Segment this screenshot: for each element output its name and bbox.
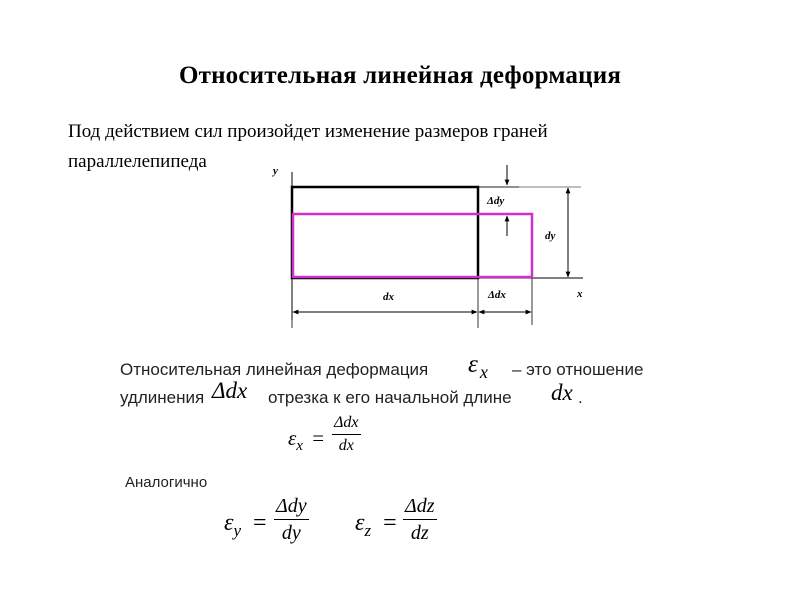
formula-y-lhs [224, 510, 267, 540]
delta-dy-label: Δdy [487, 195, 505, 207]
formula-z-denominator: dz [410, 522, 429, 544]
formula-z-bar [403, 519, 437, 520]
definition-text-3: удлинения [120, 388, 205, 407]
length-expr: dx [551, 380, 573, 405]
dy-label: dy [545, 230, 556, 242]
formula-y-denominator: dy [281, 522, 301, 544]
formula-x-denominator: dx [338, 437, 354, 454]
dx-label: dx [383, 291, 394, 303]
definition-period: . [578, 388, 583, 407]
formula-z-sub: z [364, 521, 372, 540]
formula-z-numerator: Δdz [405, 495, 435, 517]
original-element [292, 187, 478, 278]
intro-line-2: параллелепипеда [68, 151, 207, 172]
formula-x-sub: x [296, 438, 303, 454]
epsilon-subscript: x [479, 362, 488, 382]
formula-x-fraction [332, 415, 361, 454]
formula-y-bar [274, 519, 309, 520]
deformation-diagram [255, 150, 595, 340]
formula-z-eq: = [383, 510, 397, 536]
formula-y-sub: y [233, 521, 242, 540]
definition-text-1: Относительная линейная деформация [120, 360, 429, 379]
formula-z-lhs [355, 510, 397, 540]
delta-dx-label: Δdx [488, 289, 506, 301]
formula-x-bar [332, 434, 361, 435]
formula-x-numerator: Δdx [334, 414, 359, 431]
definition-symbol [468, 351, 488, 382]
slide-title: Относительная линейная деформация [178, 62, 622, 89]
intro-line-1: Под действием сил произойдет изменение размеров граней [68, 121, 548, 142]
formula-x-eq: = [312, 426, 325, 450]
definition-text-4: отрезка к его начальной длине [268, 388, 512, 407]
formula-z-epsilon: ε [355, 510, 365, 536]
formula-x-epsilon: ε [288, 426, 297, 450]
formula-x-lhs [288, 426, 325, 454]
analog-label: Аналогично [125, 474, 208, 491]
formula-z-fraction [403, 496, 437, 543]
formula-y-numerator: Δdy [276, 495, 307, 517]
formula-y-eq: = [253, 510, 267, 536]
deformed-element [293, 214, 532, 277]
elongation-expr: Δdx [212, 378, 248, 403]
epsilon-symbol: ε [468, 351, 478, 378]
formula-y-epsilon: ε [224, 510, 234, 536]
y-axis-label: y [273, 165, 278, 177]
x-axis-label: x [577, 288, 583, 300]
definition-text-2: – это отношение [512, 360, 644, 379]
formula-y-fraction [274, 496, 309, 543]
